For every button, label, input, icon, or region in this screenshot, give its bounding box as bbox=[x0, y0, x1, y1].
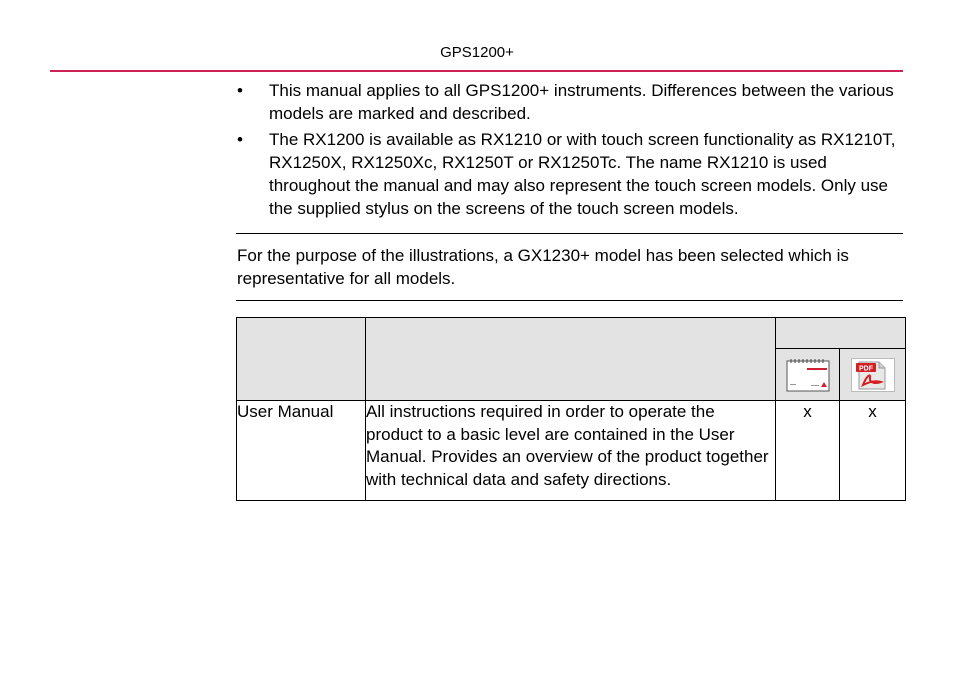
documentation-table bbox=[236, 317, 906, 501]
header-cell-name bbox=[237, 318, 366, 401]
illustration-note: For the purpose of the illustrations, a GX1230+ model has been selected which is representative for all models. bbox=[237, 246, 849, 288]
page-header-title: GPS1200+ bbox=[440, 44, 514, 61]
pdf-icon bbox=[851, 364, 895, 383]
pdf-availability-cell: x bbox=[840, 401, 906, 501]
bullet-marker: • bbox=[237, 81, 243, 100]
bullet-text: This manual applies to all GPS1200+ instruments. Differences between the various models are marked and described. bbox=[269, 81, 894, 123]
header-cell-pdf bbox=[840, 349, 906, 401]
bullet-item bbox=[237, 79, 907, 125]
doc-description-cell: All instructions required in order to operate the product to a basic level are contained in the User Manual. Provides an overview of the product together with technical data and safety directions. bbox=[366, 401, 776, 501]
bullet-list bbox=[237, 79, 907, 223]
svg-text:PDF: PDF bbox=[858, 365, 873, 372]
section-divider bbox=[236, 300, 903, 301]
header-cell-formats bbox=[776, 318, 906, 349]
section-divider bbox=[236, 233, 903, 234]
header-divider bbox=[50, 70, 903, 72]
printed-availability-cell: x bbox=[776, 401, 840, 501]
bullet-item bbox=[237, 128, 907, 220]
table-row bbox=[237, 401, 906, 501]
bullet-marker: • bbox=[237, 130, 243, 149]
header-cell-description bbox=[366, 318, 776, 401]
bullet-text: The RX1200 is available as RX1210 or with touch screen functionality as RX1210T, RX1250X, RX1250Xc, RX1250T or RX1250Tc. The name RX1210 is used throughout the manual and may also represent the touch screen models. Only use the supplied stylus on the screens of the touch screen models. bbox=[269, 130, 896, 218]
printed-manual-icon bbox=[785, 364, 831, 383]
doc-name-cell: User Manual bbox=[237, 401, 366, 501]
header-cell-printed bbox=[776, 349, 840, 401]
